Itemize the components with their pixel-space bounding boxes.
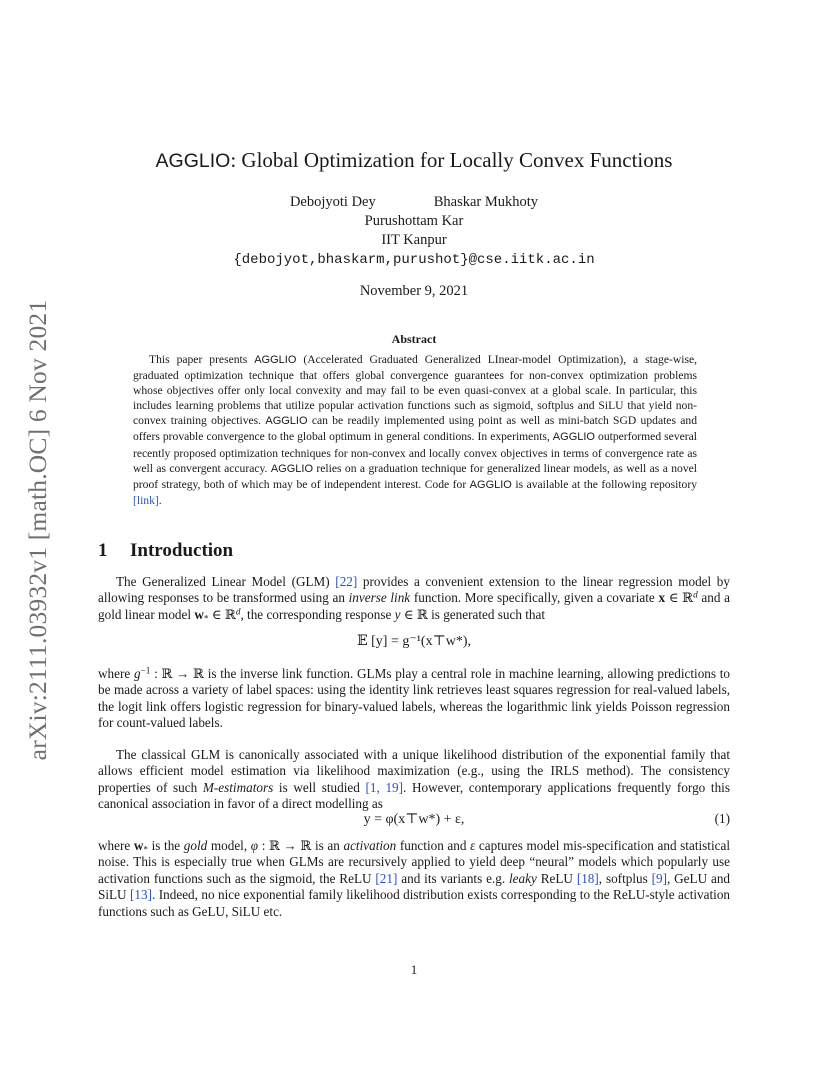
paper-title — [98, 147, 730, 174]
method-name: AGGLIO — [270, 462, 314, 475]
equation-body: 𝔼 [y] = g⁻¹(x⊤w*), — [356, 634, 472, 649]
title-method-name: AGGLIO — [155, 150, 231, 172]
equation-expectation — [98, 633, 730, 650]
intro-paragraph-4: where $w_*$ is the gold model, φ : ℝ → ℝ is an activation function and ε captures model mis-specification and statistical noise. This is especially true when GLMs are recursively applied to yield deep “neural” models which popularly use activation functions such as the sigmoid, the ReLU [21] and its variants e.g. leaky ReLU [18], softplus [9], GeLU and SiLU [13]. Indeed, no nice exponential family likelihood distribution exists corresponding to the ReLU-style activation functions such as GeLU, SiLU etc. — [98, 838, 731, 919]
citation-link[interactable]: [21] — [375, 870, 398, 886]
method-name: AGGLIO — [265, 415, 308, 428]
author-name-3: Purushottam Kar — [364, 213, 464, 229]
citation-link[interactable]: [13] — [130, 887, 153, 903]
abstract-body: This paper presents AGGLIO (Accelerated Graduated Generalized LInear-model Optimization), a stage-wise, graduated optimization technique that offers global convergence guarantees for non-convex optimization problems whose objectives offer only local convexity and may fail to be even quasi-convex at a global scale. In particular, this includes learning problems that utilize popular activation functions such as sigmoid, softplus and SiLU that yield non-convex training objectives. AGGLIO can be readily implemented using point as well as mini-batch SGD updates and offers provable convergence to the global optimum in general conditions. In experiments, AGGLIO outperformed several recently proposed optimization techniques for non-convex and locally convex objectives in terms of convergence rate as well as convergent accuracy. AGGLIO relies on a graduation technique for generalized linear models, as well as a novel proof strategy, both of which may be of independent interest. Code for AGGLIO is available at the following repository [link]. — [133, 353, 698, 507]
author-row-1 — [98, 192, 730, 212]
intro-paragraph-1: The Generalized Linear Model (GLM) [22] provides a convenient extension to the linear regression model by allowing responses to be transformed using an inverse link function. More specifically, given a covariate x ∈ ℝ$^d$ and a gold linear model $w_*$ ∈ ℝ$^d$, the corresponding response y ∈ ℝ is generated such that — [98, 574, 731, 624]
method-name: AGGLIO — [469, 478, 512, 491]
author-emails: {debojyot,bhaskarm,purushot}@cse.iitk.ac.in — [233, 252, 595, 268]
equation-number: (1) — [714, 811, 730, 826]
citation-link[interactable]: [18] — [576, 870, 599, 886]
author-affiliation: IIT Kanpur — [381, 232, 447, 248]
repository-link[interactable]: [link] — [133, 493, 159, 507]
equation-body: y = φ(x⊤w*) + ε, — [363, 812, 465, 827]
page-number: 1 — [410, 962, 418, 977]
citation-link[interactable]: [1, 19] — [365, 779, 404, 795]
section-number: 1 — [98, 540, 108, 561]
intro-paragraph-3: The classical GLM is canonically associated with a unique likelihood distribution of the exponential family that allows efficient model estimation via likelihood maximization (e.g., using the IRLS method). The consistency properties of such M-estimators is well studied [1, 19]. However, contemporary applications frequently forgo this canonical association in favor of a direct modelling as — [98, 747, 730, 812]
abstract-heading: Abstract — [391, 332, 437, 346]
author-name-2: Bhaskar Mukhoty — [433, 194, 539, 210]
citation-link[interactable]: [22] — [335, 574, 358, 589]
title-rest: : Global Optimization for Locally Convex Functions — [230, 148, 673, 172]
method-name: AGGLIO — [552, 431, 595, 444]
arxiv-identifier-stamp: arXiv:2111.03932v1 [math.OC] 6 Nov 2021 — [23, 299, 52, 761]
section-heading-introduction — [98, 540, 233, 562]
method-name: AGGLIO — [254, 354, 297, 366]
author-name-1: Debojyoti Dey — [289, 194, 376, 210]
equation-1 — [98, 811, 730, 828]
citation-link[interactable]: [9] — [651, 870, 667, 886]
section-title: Introduction — [130, 540, 234, 561]
intro-paragraph-2: where $g^{-1}$ : ℝ → ℝ is the inverse link function. GLMs play a central role in machine learning, allowing predictions to be made across a variety of label spaces: using the identity link retrieves least squares regression for real-valued labels, the logit link offers logistic regression for binary-valued labels, whereas the logarithmic link yields Poisson regression for count-valued labels. — [98, 665, 730, 731]
paper-date: November 9, 2021 — [359, 283, 469, 299]
